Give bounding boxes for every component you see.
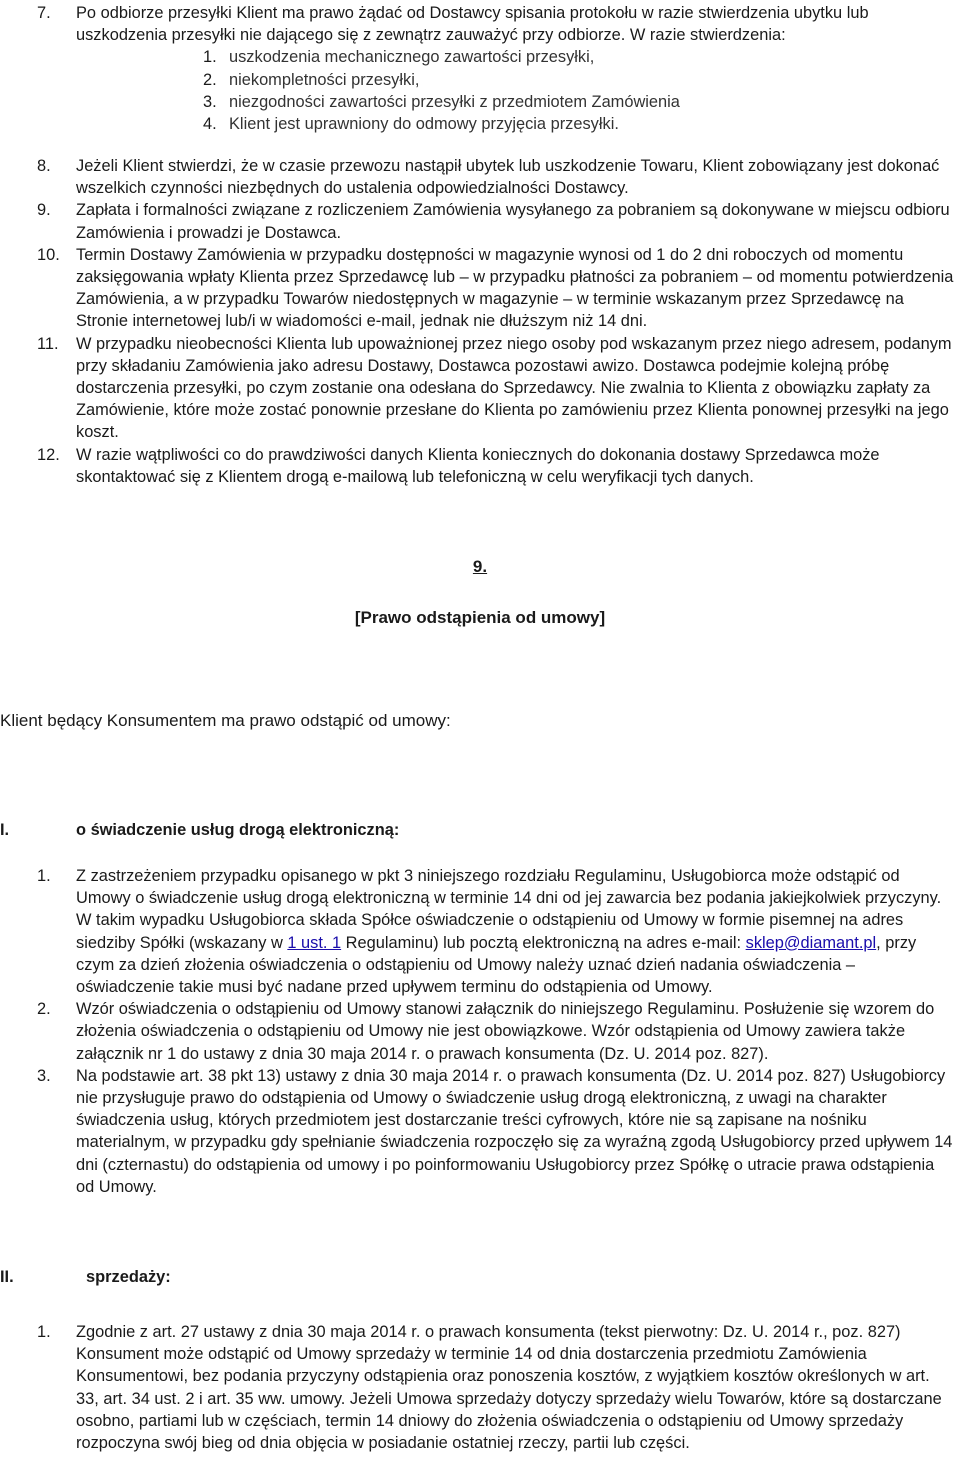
list-text: W przypadku nieobecności Klienta lub upoważnionej przez niego osoby pod wskazanym przez niego adresem, podanym przy składaniu Zamówienia jako adresu Dostawy, Dostawca pozostawi awizo. Dostawca podejmie kolejną próbę dostarczenia przesyłki, po czym zostanie ona odesłana do Sprzedawcy. Nie zwalnia to Klienta z obowiązku zapłaty za Zamówienie, które może zostać ponownie przesłane do Klienta po zamówieniu przez Klienta ponownej przesyłki na jego koszt. [76, 334, 952, 442]
section-reference-link[interactable]: 1 ust. 1 [287, 933, 342, 952]
sub-item-4 [0, 113, 960, 135]
sub-item-3 [0, 91, 960, 113]
section-title: [Prawo odstąpienia od umowy] [354, 608, 606, 627]
text-segment: , przy czym za dzień złożenia oświadczenia o odstąpieniu od Umowy należy uznać dzień nadania oświadczenia – oświadczenie takie musi być nadane przed upływem terminu do odstąpienia od Umowy. [76, 933, 917, 997]
list-item-10 [0, 244, 960, 333]
sub-item-1 [0, 46, 960, 68]
list-number: 9. [37, 201, 51, 220]
part-i-item-3 [0, 1065, 960, 1198]
list-item-11 [0, 333, 960, 444]
part-ii-item-1 [0, 1321, 960, 1454]
list-number: 1. [37, 1323, 51, 1341]
sub-number: 2. [203, 70, 217, 89]
list-number: 1. [37, 867, 51, 885]
sub-number: 4. [203, 115, 217, 134]
sub-item-2 [0, 69, 960, 91]
list-item-12 [0, 444, 960, 488]
list-number: 11. [37, 334, 59, 353]
sub-text: Klient jest uprawniony do odmowy przyjęcia przesyłki. [229, 115, 619, 134]
text-segment: Z zastrzeżeniem przypadku opisanego w pkt 3 niniejszego rozdziału Regulaminu, Usługobiorca może odstąpić od Umowy o świadczenie usług drogą elektroniczną w terminie 14 dni od jej zawarcia bez podania jakiejkolwiek przyczyny. W takim wypadku Usługobiorca składa Spółce oświadczenie o odstąpieniu od Umowy w formie pisemnej na adres siedziby Spółki (wskazany w [76, 867, 942, 952]
list-items-8-12 [0, 155, 960, 488]
list-text [76, 865, 956, 998]
list-number: 3. [37, 1066, 51, 1085]
part-i-item-2 [0, 998, 960, 1065]
list-text: Na podstawie art. 38 pkt 13) ustawy z dnia 30 maja 2014 r. o prawach konsumenta (Dz. U. 2014 poz. 827) Usługobiorcy nie przysługuje prawo do odstąpienia od Umowy o świadczenie usług drogą elektroniczną, z uwagi na charakter świadczenia usług, których przedmiotem jest dostarczanie treści cyfrowych, które nie są zapisane na nośniku materialnym, w przypadku gdy spełnianie świadczenia rozpoczęło się za wyraźną zgodą Usługobiorcy przed upływem 14 dni (czternastu) do odstąpienia od umowy i po poinformowaniu Usługobiorcy przez Spółkę o utracie prawa odstąpienia od Umowy. [76, 1066, 953, 1196]
section-number: 9. [472, 557, 488, 576]
part-numeral: II. [0, 1268, 14, 1286]
sub-text: niezgodności zawartości przesyłki z przedmiotem Zamówienia [229, 92, 680, 111]
sub-number: 3. [203, 92, 217, 111]
sub-number: 1. [203, 48, 217, 67]
list-text: Zgodnie z art. 27 ustawy z dnia 30 maja 2014 r. o prawach konsumenta (tekst pierwotny: Dz. U. 2014 r., poz. 827) Konsument może odstąpić od Umowy sprzedaży w terminie 14 od dnia dostarczenia przedmiotu Zamówienia Konsumentowi, bez podania przyczyny odstąpienia oraz ponoszenia kosztów, z wyjątkiem kosztów określonych w art. 33, art. 34 ust. 2 i art. 35 ww. umowy. Jeżeli Umowa sprzedaży dotyczy sprzedaży wielu Towarów, które są dostarczane osobno, partiami lub w częściach, termin 14 dniowy do złożenia oświadczenia o odstąpieniu od Umowy sprzedaży rozpoczyna swój bieg od dnia objęcia w posiadanie ostatniej rzeczy, partii lub części. [76, 1323, 942, 1453]
list-text: Wzór oświadczenia o odstąpieniu od Umowy stanowi załącznik do niniejszego Regulaminu. Posłużenie się wzorem do złożenia oświadczenia o odstąpieniu od Umowy nie jest obowiązkowe. Wzór odstąpienia od Umowy zawiera także załącznik nr 1 do ustawy z dnia 30 maja 2014 r. o prawach konsumenta (Dz. U. 2014 poz. 827). [76, 1000, 935, 1063]
part-i-item-1 [0, 865, 960, 998]
list-item-8 [0, 155, 960, 199]
part-ii-list [0, 1321, 960, 1454]
part-heading: o świadczenie usług drogą elektroniczną: [76, 821, 400, 839]
list-text: Zapłata i formalności związane z rozliczeniem Zamówienia wysyłanego za pobraniem są dokonywane w miejscu odbioru Zamówienia i prowadzi je Dostawca. [76, 201, 950, 242]
list-number: 2. [37, 1000, 51, 1019]
list-number: 10. [37, 245, 60, 264]
list-item-7 [0, 2, 960, 135]
email-link[interactable]: sklep@diamant.pl [745, 933, 877, 952]
part-numeral: I. [0, 821, 10, 839]
list-text: Jeżeli Klient stwierdzi, że w czasie przewozu nastąpił ubytek lub uszkodzenie Towaru, Klient zobowiązany jest dokonać wszelkich czynności niezbędnych do ustalenia odpowiedzialności Dostawcy. [76, 157, 940, 198]
part-i-list [0, 865, 960, 1198]
list-number: 12. [37, 445, 60, 464]
list-text: Termin Dostawy Zamówienia w przypadku dostępności w magazynie wynosi od 1 do 2 dni roboczych od momentu zaksięgowania wpłaty Klienta przez Sprzedawcę lub – w przypadku płatności za pobraniem – od momentu potwierdzenia Zamówienia, a w przypadku Towarów niedostępnych w magazynie – w terminie wskazanym przez Sprzedawcę na Stronie internetowej lub/i w wiadomości e-mail, jednak nie dłuższym niż 14 dni. [76, 245, 954, 331]
list-item-9 [0, 199, 960, 243]
part-heading: sprzedaży: [86, 1268, 171, 1286]
sub-text: uszkodzenia mechanicznego zawartości przesyłki, [229, 48, 595, 67]
list-number: 8. [37, 157, 51, 175]
text-segment: Regulaminu) lub pocztą elektroniczną na adres e-mail: [341, 933, 746, 952]
section-intro: Klient będący Konsumentem ma prawo odstąpić od umowy: [0, 711, 451, 730]
list-number: 7. [37, 4, 51, 22]
list-text: W razie wątpliwości co do prawdziwości danych Klienta koniecznych do dokonania dostawy Sprzedawca może skontaktować się z Klientem drogą e-mailową lub telefoniczną w celu weryfikacji tych danych. [76, 445, 880, 486]
sub-text: niekompletności przesyłki, [229, 70, 420, 89]
list-text: Po odbiorze przesyłki Klient ma prawo żądać od Dostawcy spisania protokołu w razie stwierdzenia ubytku lub uszkodzenia przesyłki nie dającego się z zewnątrz zauważyć przy odbiorze. W razie stwierdzenia: [76, 4, 869, 45]
